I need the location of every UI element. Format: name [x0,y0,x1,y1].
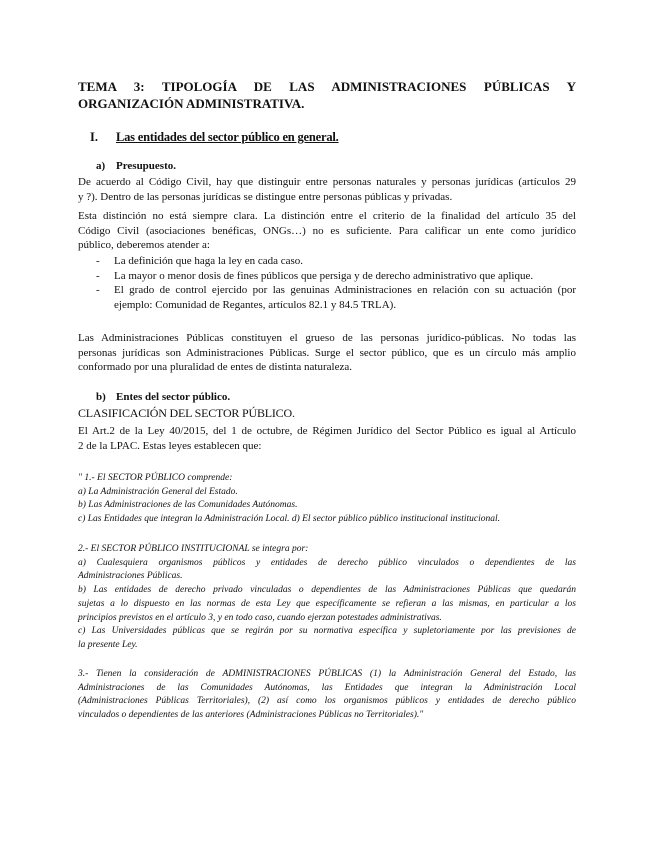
quote-block-2: 2.- El SECTOR PÚBLICO INSTITUCIONAL se integra por: a) Cualesquiera organismos públicos y entidades de derecho público vinculados o dependientes de las Administraciones Públicas. b) Las entidades de derecho privado vinculadas o dependientes de las Administraciones Públicas que quedarán sujetas a lo dispuesto en las normas de esta Ley que específicamente se refieran a las mismas, en particular a los principios previstos en el artículo 3, y en todo caso, cuando ejerzan potestades administrativas. c) Las Universidades públicas que se regirán por su normativa específica y supletoriamente por las previsiones de la presente Ley. [78,544,576,650]
list-item: - El grado de control ejercido por las genuinas Administraciones en relación con su actuación (por ejemplo: Comunidad de Regantes, artículos 82.1 y 84.5 TRLA). [96,284,576,311]
subsection-heading-b: b) Entes del sector público. [96,391,231,403]
document-title: TEMA 3: TIPOLOGÍA DE LAS ADMINISTRACIONES PÚBLICAS Y ORGANIZACIÓN ADMINISTRATIVA. [78,79,576,111]
subsection-heading-a: a) Presupuesto. [96,160,176,172]
bullet-list [96,254,576,312]
quote-block-1: " 1.- El SECTOR PÚBLICO comprende: a) La Administración General del Estado. b) Las Administraciones de las Comunidades Autónomas. c) Las Entidades que integran la Administración Local. d) El sector público público institucional institucional. [78,473,501,525]
section-heading: I. Las entidades del sector público en general. [90,130,339,144]
classification-heading: CLASIFICACIÓN DEL SECTOR PÚBLICO. [78,406,295,420]
paragraph: El Art.2 de la Ley 40/2015, del 1 de octubre, de Régimen Jurídico del Sector Público es igual al Artículo 2 de la LPAC. Estas leyes establecen que: [78,425,576,452]
quote-block-3: 3.- Tienen la consideración de ADMINISTRACIONES PÚBLICAS (1) la Administración General del Estado, las Administraciones de las Comunidades Autónomas, las Entidades que integran la Administración Local (Administraciones Públicas Territoriales), (2) así como los organismos públicos y entidades de derecho público vinculados o dependientes de las anteriores (Administraciones Públicas no Territoriales)." [78,669,576,721]
list-item: - La mayor o menor dosis de fines públicos que persiga y de derecho administrativo que aplique. [96,269,534,282]
list-item: - La definición que haga la ley en cada caso. [96,255,304,267]
paragraph: De acuerdo al Código Civil, hay que distinguir entre personas naturales y personas jurídicas (artículos 29 y ?). Dentro de las personas jurídicas se distingue entre personas públicas y privadas. [78,176,576,203]
paragraph: Esta distinción no está siempre clara. La distinción entre el criterio de la finalidad del artículo 35 del Código Civil (asociaciones benéficas, ONGs…) no es suficiente. Para calificar un ente como jurídico público, deberemos atender a: [78,210,576,251]
paragraph: Las Administraciones Públicas constituyen el grueso de las personas jurídico-públicas. No todas las personas jurídicas son Administraciones Públicas. Surge el sector público, que es un círculo más amplio conformado por una pluralidad de entes de distinta naturaleza. [78,332,576,373]
